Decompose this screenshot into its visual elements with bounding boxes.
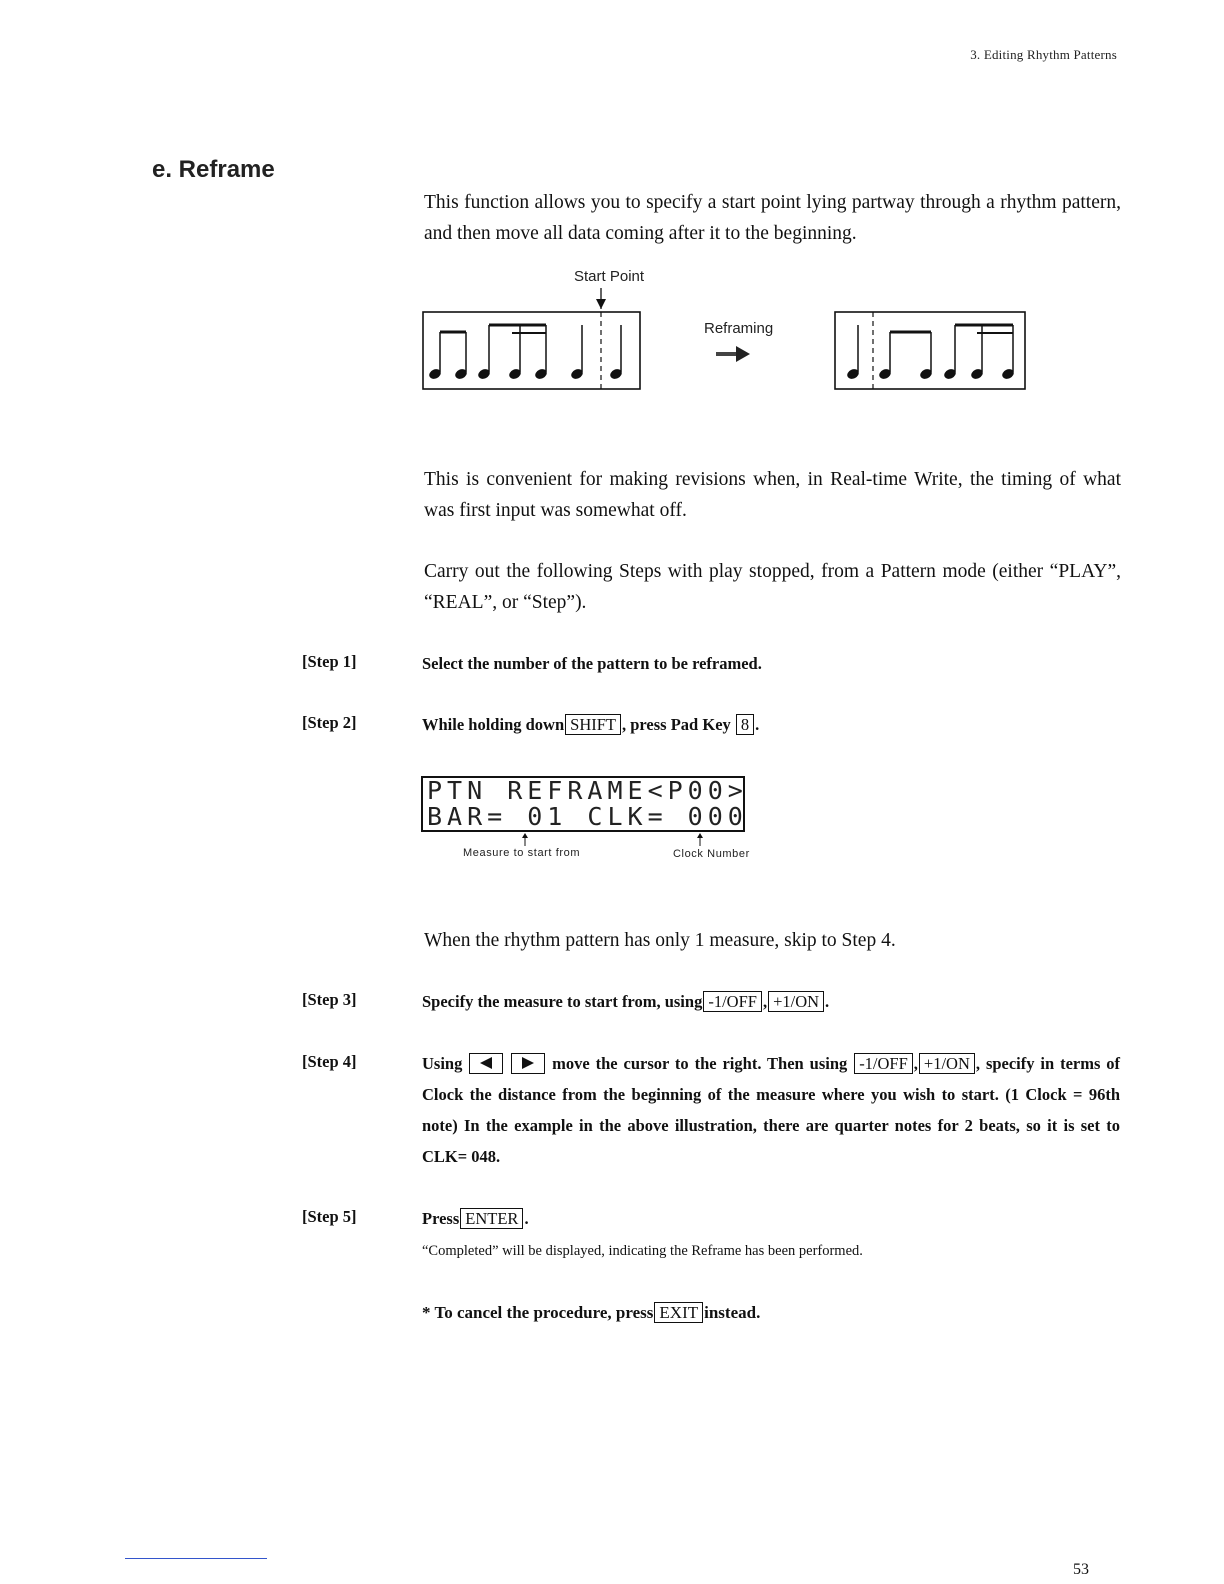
footer-divider — [125, 1558, 267, 1559]
step-5-pre: Press — [422, 1209, 460, 1228]
lcd-caption-measure: Measure to start from — [463, 847, 581, 859]
step-2-pre: While holding down — [422, 715, 565, 734]
notes-after — [846, 325, 1014, 380]
measure-pointer-icon — [522, 833, 528, 846]
lcd-line-2: BAR= 01 CLK= 000 — [427, 802, 748, 831]
start-point-arrow-icon — [596, 288, 606, 309]
step-1-text: Select the number of the pattern to be reframed. — [422, 654, 762, 673]
step-3-post: . — [825, 992, 830, 1011]
intro-paragraph: This function allows you to specify a start point lying partway through a rhythm pattern, and then move all data coming after it to the beginning. — [424, 192, 1121, 244]
step-5-note: “Completed” will be displayed, indicating the Reframe has been performed. — [422, 1243, 863, 1259]
arrow-left-icon — [478, 1057, 494, 1069]
notes-before — [428, 325, 622, 380]
step-4-mid2: , — [913, 1054, 918, 1073]
arrow-right-icon — [520, 1057, 536, 1069]
lcd-line-1: PTN REFRAME<P00> — [427, 776, 748, 805]
enter-key: ENTER — [460, 1208, 523, 1229]
step-5-post: . — [524, 1209, 529, 1228]
cancel-note — [422, 1297, 1120, 1328]
step-4-text — [422, 1048, 1120, 1172]
step-2-label: [Step 2] — [302, 713, 357, 732]
section-title: e. Reframe — [152, 156, 275, 183]
paragraph-carry-out: Carry out the following Steps with play stopped, from a Pattern mode (either “PLAY”, “REAL”, or “Step”). — [424, 561, 1121, 613]
reframing-arrow-icon — [716, 346, 750, 362]
cursor-right-key — [511, 1053, 545, 1074]
step-2-text — [422, 709, 1120, 740]
step-3-label: [Step 3] — [302, 990, 357, 1009]
cancel-pre: * To cancel the procedure, press — [422, 1303, 654, 1322]
step-5-label: [Step 5] — [302, 1207, 357, 1226]
step-3-text — [422, 986, 1120, 1017]
step-3-mid: , — [762, 992, 768, 1011]
lcd-display — [421, 776, 748, 832]
page-header: 3. Editing Rhythm Patterns — [970, 47, 1117, 62]
step-2-mid: , press Pad Key — [621, 715, 731, 734]
pad-key-8: 8 — [736, 714, 754, 735]
step-4-post: , specify in terms of Clock the distance from the beginning of the measure where you wish to start. (1 Clock = 96th note) In the example in the above illustration, there are quarter notes for 2 beats, so it is set to CLK= 048. — [422, 1054, 1121, 1166]
step-4-pre: Using — [422, 1054, 463, 1073]
skip-note: When the rhythm pattern has only 1 measure, skip to Step 4. — [424, 930, 896, 951]
cancel-post: instead. — [704, 1303, 761, 1322]
step-1-label: [Step 1] — [302, 652, 357, 671]
step-3-pre: Specify the measure to start from, using — [422, 992, 703, 1011]
plus-on-key: +1/ON — [919, 1053, 975, 1074]
start-point-label: Start Point — [574, 268, 645, 285]
minus-off-key: -1/OFF — [703, 991, 762, 1012]
minus-off-key: -1/OFF — [854, 1053, 913, 1074]
reframing-label: Reframing — [704, 320, 774, 337]
plus-on-key: +1/ON — [768, 991, 824, 1012]
step-2-post: . — [755, 715, 760, 734]
page-number: 53 — [1073, 1561, 1089, 1578]
shift-key: SHIFT — [565, 714, 621, 735]
lcd-caption-clock: Clock Number — [673, 848, 750, 860]
step-4-label: [Step 4] — [302, 1052, 357, 1071]
cursor-left-key — [469, 1053, 503, 1074]
lcd-pointer-arrows — [520, 832, 720, 846]
exit-key: EXIT — [654, 1302, 703, 1323]
paragraph-revisions: This is convenient for making revisions when, in Real-time Write, the timing of what was first input was somewhat off. — [424, 469, 1121, 521]
reframe-diagram — [415, 285, 1075, 400]
step-4-mid1: move the cursor to the right. Then using — [552, 1054, 848, 1073]
step-5-text — [422, 1203, 1120, 1234]
clock-pointer-icon — [697, 833, 703, 846]
